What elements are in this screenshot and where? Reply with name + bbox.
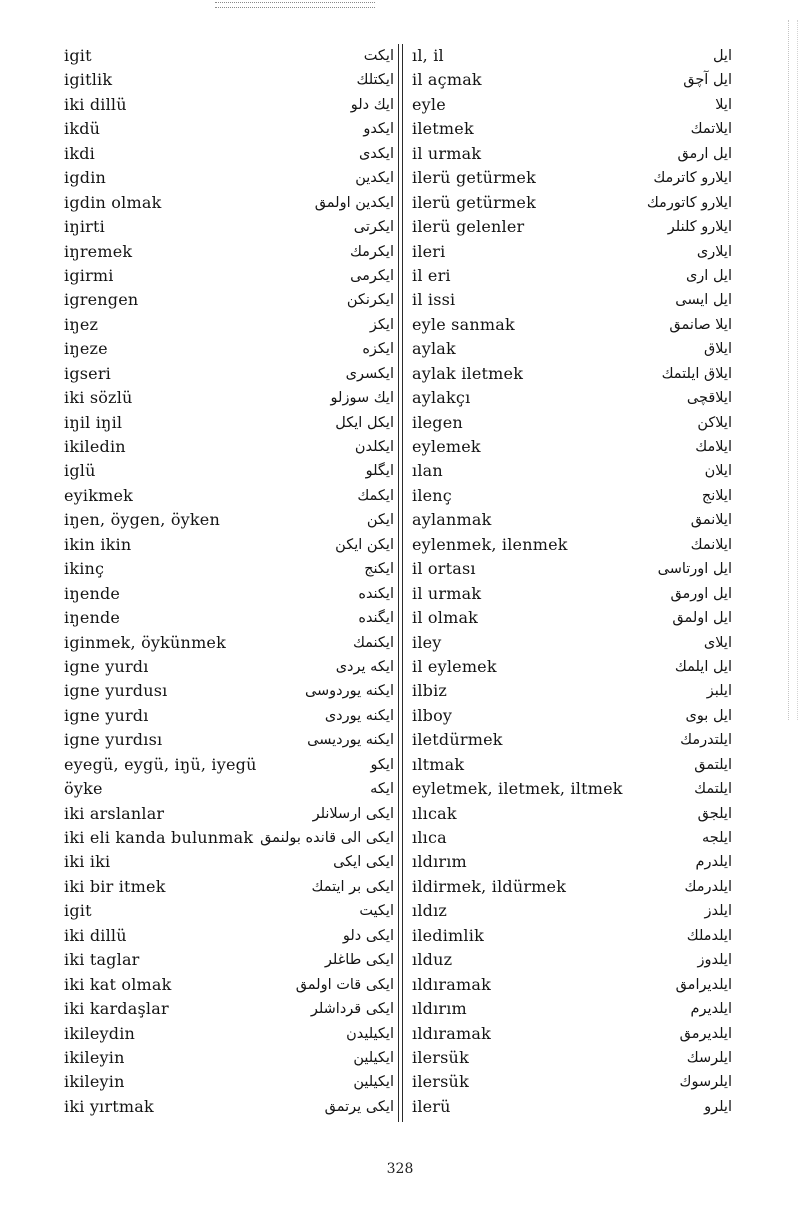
dictionary-entry bbox=[64, 679, 394, 703]
entry-arabic: ایکدی bbox=[358, 145, 394, 162]
entry-arabic: ایلاقچی bbox=[686, 390, 732, 407]
entry-arabic: ایکه یردی bbox=[335, 658, 394, 675]
dictionary-entry bbox=[412, 802, 732, 826]
dictionary-entry bbox=[412, 117, 732, 141]
entry-arabic: ایکن ایکن bbox=[335, 536, 394, 553]
entry-arabic: ایلانمك bbox=[690, 536, 732, 553]
entry-latin: ıldırım bbox=[412, 999, 467, 1019]
dictionary-entry bbox=[412, 288, 732, 312]
entry-latin: iŋremek bbox=[64, 241, 133, 261]
top-ornament-rule bbox=[215, 2, 375, 8]
dictionary-entry bbox=[412, 606, 732, 630]
dictionary-entry bbox=[64, 557, 394, 581]
entry-latin: iki kardaşlar bbox=[64, 999, 169, 1019]
dictionary-entry bbox=[412, 191, 732, 215]
entry-latin: ileri bbox=[412, 241, 446, 261]
entry-arabic: ایلدوز bbox=[697, 952, 732, 969]
dictionary-entry bbox=[64, 753, 394, 777]
entry-arabic: ایکیلین bbox=[353, 1074, 394, 1091]
entry-latin: ilenç bbox=[412, 485, 452, 505]
dictionary-entry bbox=[412, 1095, 732, 1119]
dictionary-entry bbox=[64, 1046, 394, 1070]
dictionary-entry bbox=[64, 899, 394, 923]
entry-latin: iŋen, öygen, öyken bbox=[64, 510, 220, 530]
dictionary-entry bbox=[412, 655, 732, 679]
entry-latin: igirmi bbox=[64, 265, 114, 285]
entry-arabic: ایکنمك bbox=[352, 634, 394, 651]
entry-arabic: ایل ارمق bbox=[677, 145, 732, 162]
entry-arabic: ایل آچق bbox=[683, 72, 732, 89]
entry-latin: ıldız bbox=[412, 901, 448, 921]
dictionary-entry bbox=[412, 386, 732, 410]
entry-latin: ikinç bbox=[64, 559, 105, 579]
dictionary-entry bbox=[64, 337, 394, 361]
entry-arabic: ایکرمك bbox=[349, 243, 394, 260]
dictionary-entry bbox=[64, 875, 394, 899]
dictionary-entry bbox=[64, 386, 394, 410]
entry-latin: ilerü bbox=[412, 1096, 451, 1116]
dictionary-entry bbox=[412, 948, 732, 972]
dictionary-entry bbox=[64, 655, 394, 679]
entry-latin: ilerü getürmek bbox=[412, 168, 536, 188]
dictionary-entry bbox=[64, 264, 394, 288]
dictionary-entry bbox=[412, 753, 732, 777]
entry-arabic: ایکتلك bbox=[356, 72, 394, 89]
entry-arabic: ایلتدرمك bbox=[680, 732, 732, 749]
entry-latin: igdin bbox=[64, 168, 107, 188]
entry-arabic: ایل اری bbox=[685, 267, 732, 284]
entry-arabic: ایلجه bbox=[702, 830, 732, 846]
entry-latin: iŋende bbox=[64, 583, 121, 603]
dictionary-entry bbox=[64, 924, 394, 948]
entry-latin: eylemek bbox=[412, 437, 481, 456]
dictionary-entry bbox=[412, 850, 732, 874]
entry-arabic: ایکسری bbox=[345, 365, 394, 382]
entry-latin: ilegen bbox=[412, 412, 463, 432]
dictionary-entry bbox=[412, 411, 732, 435]
entry-arabic: ایکدین bbox=[355, 170, 394, 187]
dictionary-entry bbox=[64, 484, 394, 508]
dictionary-entry bbox=[64, 997, 394, 1021]
entry-arabic: ایلا bbox=[715, 96, 732, 113]
entry-latin: ikin ikin bbox=[64, 534, 132, 554]
entry-arabic: ایکی ارسلانلر bbox=[312, 805, 394, 822]
entry-arabic: ایلتمق bbox=[694, 756, 732, 773]
entry-arabic: ایلدرمك bbox=[684, 878, 732, 895]
entry-arabic: ایکنه یوردیسی bbox=[307, 732, 394, 749]
entry-latin: ılan bbox=[412, 461, 443, 481]
entry-latin: iledimlik bbox=[412, 925, 484, 945]
entry-arabic: ایل ایلمك bbox=[674, 658, 732, 675]
entry-latin: eylenmek, ilenmek bbox=[412, 534, 568, 554]
entry-latin: il eylemek bbox=[412, 656, 497, 676]
entry-arabic: ایکه bbox=[370, 781, 394, 798]
dictionary-entry bbox=[64, 1095, 394, 1119]
dictionary-entry bbox=[64, 1070, 394, 1094]
entry-latin: ilbiz bbox=[412, 681, 448, 701]
entry-latin: ikdi bbox=[64, 143, 95, 163]
entry-latin: ilerü getürmek bbox=[412, 192, 536, 212]
entry-arabic: ایلارو کلنلر bbox=[667, 219, 732, 236]
entry-arabic: ایل اورتاسی bbox=[657, 561, 732, 578]
entry-arabic: ایکی ایکی bbox=[333, 854, 394, 871]
entry-latin: il urmak bbox=[412, 583, 482, 603]
dictionary-entry bbox=[64, 973, 394, 997]
entry-arabic: ایکی قات اولمق bbox=[295, 976, 394, 993]
entry-arabic: ایکنه یوردی bbox=[324, 707, 394, 724]
entry-arabic: ایل بوی bbox=[685, 707, 732, 724]
entry-latin: ikileyin bbox=[64, 1072, 125, 1092]
entry-latin: il eri bbox=[412, 265, 451, 285]
dictionary-entry bbox=[64, 240, 394, 264]
entry-arabic: ایکو bbox=[370, 756, 394, 773]
dictionary-entry bbox=[412, 728, 732, 752]
entry-arabic: ایلامك bbox=[695, 439, 732, 455]
entry-arabic: ایکنده bbox=[358, 585, 394, 602]
dictionary-entry bbox=[412, 582, 732, 606]
entry-arabic: ایلدیرامق bbox=[675, 976, 732, 993]
entry-latin: aylak iletmek bbox=[412, 363, 524, 383]
dictionary-entry bbox=[412, 973, 732, 997]
entry-arabic: ایکی یرتمق bbox=[324, 1098, 394, 1115]
dictionary-entry bbox=[64, 631, 394, 655]
dictionary-entry bbox=[64, 850, 394, 874]
dictionary-entry bbox=[412, 215, 732, 239]
dictionary-entry bbox=[64, 582, 394, 606]
dictionary-entry bbox=[412, 826, 732, 850]
entry-arabic: ایلاتمك bbox=[690, 121, 732, 138]
entry-latin: igne yurdı bbox=[64, 656, 149, 676]
entry-arabic: ایگنده bbox=[358, 610, 394, 627]
entry-latin: igne yurdusı bbox=[64, 681, 168, 701]
entry-latin: igitlik bbox=[64, 70, 113, 90]
entry-latin: igrengen bbox=[64, 290, 139, 310]
entry-latin: eyletmek, iletmek, iltmek bbox=[412, 779, 623, 799]
entry-arabic: ایلدیرمق bbox=[679, 1025, 732, 1042]
dictionary-entry bbox=[64, 508, 394, 532]
entry-arabic: ایلا صانمق bbox=[669, 316, 732, 333]
entry-arabic: ایك سوزلو bbox=[330, 390, 394, 407]
entry-latin: iki taglar bbox=[64, 950, 140, 970]
entry-arabic: ایکمك bbox=[357, 487, 394, 504]
dictionary-entry bbox=[412, 508, 732, 532]
entry-arabic: ایکیلیدن bbox=[346, 1025, 394, 1042]
dictionary-entry bbox=[412, 997, 732, 1021]
entry-arabic: ایکزه bbox=[362, 341, 394, 358]
entry-latin: iginmek, öykünmek bbox=[64, 632, 227, 652]
entry-arabic: ایکدین اولمق bbox=[314, 194, 394, 211]
column-divider bbox=[398, 44, 399, 1122]
dictionary-entry bbox=[412, 313, 732, 337]
entry-latin: iŋirti bbox=[64, 217, 105, 237]
dictionary-entry bbox=[64, 533, 394, 557]
entry-latin: ılıcak bbox=[412, 803, 457, 823]
entry-latin: aylakçı bbox=[412, 388, 471, 408]
entry-arabic: ایلرو bbox=[704, 1098, 732, 1115]
dictionary-entry bbox=[412, 93, 732, 117]
dictionary-entry bbox=[412, 704, 732, 728]
dictionary-entry bbox=[64, 728, 394, 752]
entry-arabic: ایلانمق bbox=[690, 512, 732, 529]
entry-arabic: ایلجق bbox=[697, 805, 732, 822]
entry-latin: eyle sanmak bbox=[412, 314, 515, 334]
entry-latin: iŋeze bbox=[64, 339, 108, 359]
entry-arabic: ایلبز bbox=[706, 683, 732, 700]
dictionary-entry bbox=[412, 240, 732, 264]
left-column bbox=[64, 44, 394, 1119]
entry-arabic: ایلرسوك bbox=[679, 1074, 732, 1091]
entry-latin: ıldıramak bbox=[412, 974, 491, 994]
entry-latin: eyle bbox=[412, 94, 446, 114]
dictionary-entry bbox=[64, 1022, 394, 1046]
entry-arabic: ایل bbox=[712, 48, 732, 64]
entry-latin: il açmak bbox=[412, 70, 482, 90]
entry-latin: iki eli kanda bulunmak bbox=[64, 828, 254, 847]
entry-arabic: ایکرمی bbox=[350, 267, 394, 284]
entry-arabic: ایل ایسی bbox=[675, 292, 732, 309]
entry-arabic: ایلای bbox=[703, 634, 732, 651]
dictionary-entry bbox=[64, 704, 394, 728]
entry-latin: iŋez bbox=[64, 314, 99, 334]
dictionary-entry bbox=[64, 44, 394, 68]
entry-arabic: ایکیلین bbox=[353, 1049, 394, 1066]
entry-latin: igne yurdı bbox=[64, 705, 149, 725]
entry-latin: igseri bbox=[64, 363, 112, 383]
entry-latin: ıltmak bbox=[412, 754, 465, 774]
entry-arabic: ایکن bbox=[366, 512, 394, 529]
entry-arabic: ایکنج bbox=[364, 561, 394, 578]
entry-arabic: ایکی قرداشلر bbox=[310, 1001, 394, 1018]
dictionary-entry bbox=[64, 191, 394, 215]
entry-latin: eyikmek bbox=[64, 485, 134, 505]
entry-latin: iki yırtmak bbox=[64, 1096, 154, 1116]
entry-arabic: ایلاری bbox=[696, 243, 732, 260]
dictionary-entry bbox=[412, 68, 732, 92]
entry-latin: iŋende bbox=[64, 608, 121, 628]
dictionary-entry bbox=[412, 1046, 732, 1070]
entry-arabic: ایلانج bbox=[701, 487, 732, 504]
entry-latin: eyegü, eygü, iŋü, iyegü bbox=[64, 754, 257, 774]
entry-arabic: ایلرسك bbox=[686, 1049, 732, 1066]
entry-latin: il olmak bbox=[412, 608, 479, 628]
entry-arabic: ایکلدن bbox=[354, 439, 394, 455]
entry-arabic: ایگلو bbox=[365, 463, 394, 480]
entry-arabic: ایکز bbox=[369, 316, 394, 333]
entry-latin: aylanmak bbox=[412, 510, 492, 530]
entry-latin: il urmak bbox=[412, 143, 482, 163]
dictionary-entry bbox=[412, 337, 732, 361]
entry-latin: ikileydin bbox=[64, 1023, 136, 1043]
dictionary-entry bbox=[412, 1022, 732, 1046]
dictionary-entry bbox=[412, 459, 732, 483]
entry-latin: iletdürmek bbox=[412, 730, 503, 750]
entry-latin: ilerü gelenler bbox=[412, 217, 525, 237]
entry-latin: ilersük bbox=[412, 1047, 469, 1067]
entry-arabic: ایل اولمق bbox=[672, 610, 732, 627]
entry-arabic: ایلدیرم bbox=[690, 1001, 732, 1018]
dictionary-entry bbox=[64, 948, 394, 972]
entry-latin: iki bir itmek bbox=[64, 876, 166, 896]
entry-latin: il issi bbox=[412, 290, 456, 310]
entry-arabic: ایکی بر ایتمك bbox=[311, 878, 394, 895]
entry-arabic: ایلتمك bbox=[694, 781, 732, 798]
entry-arabic: ایلدز bbox=[704, 903, 732, 920]
entry-latin: ikileyin bbox=[64, 1047, 125, 1067]
entry-latin: igne yurdısı bbox=[64, 730, 163, 750]
entry-arabic: ایلارو کاتورمك bbox=[646, 194, 732, 211]
entry-arabic: ایکت bbox=[363, 48, 394, 64]
entry-arabic: ایل اورمق bbox=[670, 585, 732, 602]
entry-latin: iki sözlü bbox=[64, 388, 133, 408]
entry-arabic: ایك دلو bbox=[350, 96, 394, 113]
entry-latin: iki dillü bbox=[64, 925, 127, 945]
dictionary-entry bbox=[412, 142, 732, 166]
dictionary-entry bbox=[412, 435, 732, 459]
entry-latin: ılıca bbox=[412, 828, 447, 847]
entry-latin: iley bbox=[412, 632, 442, 652]
entry-latin: ikdü bbox=[64, 119, 101, 139]
entry-latin: igit bbox=[64, 46, 92, 65]
entry-arabic: ایکل ایکل bbox=[335, 414, 394, 431]
dictionary-entry bbox=[64, 313, 394, 337]
dictionary-entry bbox=[64, 142, 394, 166]
dictionary-entry bbox=[412, 484, 732, 508]
entry-latin: iglü bbox=[64, 461, 96, 481]
dictionary-entry bbox=[64, 606, 394, 630]
dictionary-entry bbox=[412, 264, 732, 288]
entry-latin: ıldırım bbox=[412, 852, 467, 872]
dictionary-entry bbox=[412, 777, 732, 801]
dictionary-entry bbox=[412, 44, 732, 68]
dictionary-entry bbox=[64, 459, 394, 483]
dictionary-entry bbox=[64, 215, 394, 239]
dictionary-entry bbox=[64, 68, 394, 92]
entry-latin: iki arslanlar bbox=[64, 803, 165, 823]
entry-arabic: ایلارو کاترمك bbox=[653, 170, 732, 187]
entry-latin: ılduz bbox=[412, 950, 453, 970]
dictionary-entry bbox=[412, 362, 732, 386]
entry-latin: il ortası bbox=[412, 559, 476, 579]
column-divider bbox=[402, 44, 403, 1122]
entry-latin: ildirmek, ildürmek bbox=[412, 876, 567, 896]
dictionary-entry bbox=[64, 288, 394, 312]
entry-arabic: ایلاق ایلتمك bbox=[661, 365, 732, 382]
entry-latin: iki iki bbox=[64, 852, 111, 872]
dictionary-entry bbox=[412, 557, 732, 581]
entry-latin: igit bbox=[64, 901, 92, 921]
dictionary-entry bbox=[64, 93, 394, 117]
entry-latin: ikiledin bbox=[64, 437, 126, 456]
dictionary-entry bbox=[412, 679, 732, 703]
entry-latin: ıldıramak bbox=[412, 1023, 491, 1043]
dictionary-entry bbox=[412, 631, 732, 655]
dictionary-entry bbox=[412, 899, 732, 923]
dictionary-entry bbox=[412, 875, 732, 899]
entry-latin: ilersük bbox=[412, 1072, 469, 1092]
entry-latin: iletmek bbox=[412, 119, 474, 139]
entry-arabic: ایکدو bbox=[363, 121, 394, 138]
entry-latin: iki dillü bbox=[64, 94, 127, 114]
dictionary-entry bbox=[64, 411, 394, 435]
entry-arabic: ایکی الی قانده بولنمق bbox=[260, 830, 394, 846]
right-column bbox=[412, 44, 732, 1119]
entry-arabic: ایکرتی bbox=[353, 219, 394, 236]
entry-arabic: ایلان bbox=[704, 463, 732, 480]
entry-latin: ilboy bbox=[412, 705, 453, 725]
entry-latin: iki kat olmak bbox=[64, 974, 172, 994]
dictionary-entry bbox=[64, 435, 394, 459]
entry-arabic: ایلدملك bbox=[686, 927, 732, 944]
entry-latin: ıl, il bbox=[412, 46, 444, 65]
page-edge-dots bbox=[788, 20, 798, 720]
dictionary-entry bbox=[64, 166, 394, 190]
entry-arabic: ایکرنکن bbox=[346, 292, 394, 309]
entry-arabic: ایکنه یوردوسی bbox=[304, 683, 394, 700]
entry-arabic: ایکی طاغلر bbox=[324, 952, 394, 969]
entry-arabic: ایلاکن bbox=[697, 414, 732, 431]
dictionary-entry bbox=[64, 362, 394, 386]
entry-arabic: ایکی دلو bbox=[342, 927, 394, 944]
dictionary-entry bbox=[64, 826, 394, 850]
dictionary-entry bbox=[64, 802, 394, 826]
dictionary-entry bbox=[412, 924, 732, 948]
entry-arabic: ایکیت bbox=[359, 903, 394, 920]
entry-arabic: ایلدرم bbox=[695, 854, 732, 871]
entry-latin: aylak bbox=[412, 339, 456, 359]
dictionary-entry bbox=[412, 533, 732, 557]
dictionary-entry bbox=[64, 117, 394, 141]
entry-latin: iŋil iŋil bbox=[64, 412, 123, 432]
dictionary-entry bbox=[412, 166, 732, 190]
entry-arabic: ایلاق bbox=[704, 341, 732, 358]
dictionary-entry bbox=[64, 777, 394, 801]
entry-latin: igdin olmak bbox=[64, 192, 162, 212]
page-number: 328 bbox=[386, 1161, 414, 1177]
entry-latin: öyke bbox=[64, 779, 103, 799]
dictionary-entry bbox=[412, 1070, 732, 1094]
